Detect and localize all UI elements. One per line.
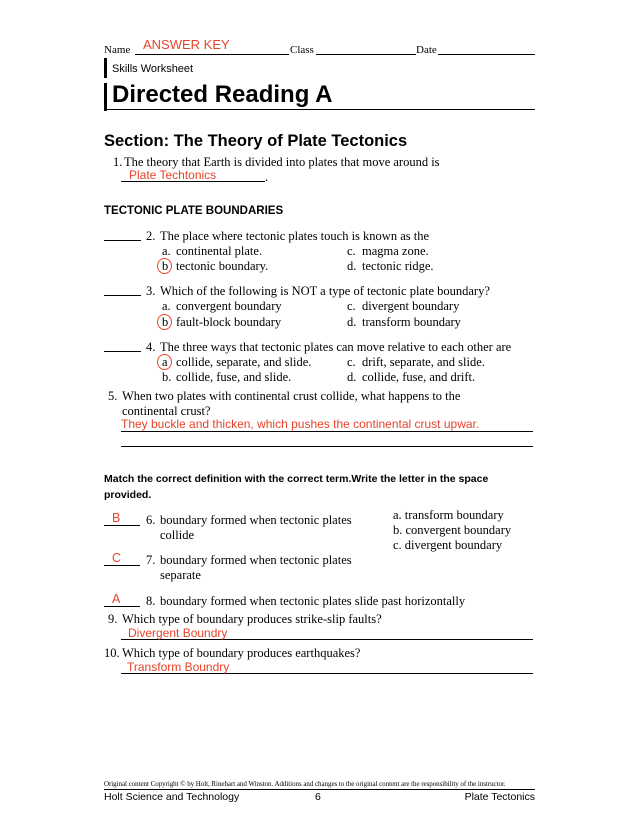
q2-letter-a: a.	[162, 244, 171, 258]
q3-option-c: divergent boundary	[362, 299, 460, 313]
date-label: Date	[416, 44, 437, 56]
q2-option-c: magma zone.	[362, 244, 429, 258]
q3-option-b: fault-block boundary	[176, 315, 282, 329]
q2-letter-d: d.	[347, 259, 357, 273]
q2-number: 2.	[146, 229, 156, 243]
q4-option-b: collide, fuse, and slide.	[176, 370, 292, 384]
match-term-b: b. convergent boundary	[393, 523, 512, 537]
page-title: Directed Reading A	[112, 81, 333, 108]
q8-answer: A	[112, 592, 121, 606]
q8-answer-blank[interactable]	[104, 593, 140, 607]
q6-text-line1: boundary formed when tectonic plates	[160, 513, 352, 527]
footer-page-number: 6	[315, 791, 321, 803]
q9-answer: Divergent Boundry	[128, 626, 228, 640]
q7-text-line1: boundary formed when tectonic plates	[160, 553, 352, 567]
q9-number: 9.	[108, 612, 118, 626]
q6-answer: B	[112, 511, 121, 525]
title-rule	[104, 109, 535, 110]
title-bar	[104, 83, 107, 111]
name-label: Name	[104, 44, 131, 56]
footer-rule	[104, 789, 535, 790]
q7-text-line2: separate	[160, 568, 201, 582]
q4-number: 4.	[146, 340, 156, 354]
q2-answer-circle	[157, 258, 172, 274]
q10-answer: Transform Boundry	[127, 660, 230, 674]
q4-letter-a: a	[162, 355, 168, 369]
worksheet-type: Skills Worksheet	[112, 63, 194, 75]
q10-answer-line[interactable]	[121, 660, 533, 674]
footer-subject: Plate Tectonics	[464, 791, 535, 803]
q5-answer: They buckle and thicken, which pushes the continental crust upwar.	[121, 417, 480, 431]
label-bar	[104, 58, 107, 78]
q3-option-d: transform boundary	[362, 315, 461, 329]
q6-text-line2: collide	[160, 528, 195, 542]
section-title: Section: The Theory of Plate Tectonics	[104, 132, 408, 150]
q5-text-line1: When two plates with continental crust collide, what happens to the	[122, 389, 461, 403]
q3-text: Which of the following is NOT a type of tectonic plate boundary?	[160, 284, 490, 298]
q5-text-line2: continental crust?	[122, 404, 211, 418]
q6-answer-blank[interactable]	[104, 512, 140, 526]
match-instructions-line1: Match the correct definition with the correct term.Write the letter in the space	[104, 473, 489, 485]
match-instructions-line2: provided.	[104, 489, 152, 501]
q3-letter-d: d.	[347, 315, 357, 329]
q2-option-d: tectonic ridge.	[362, 259, 434, 273]
class-field[interactable]	[316, 40, 416, 55]
q7-number: 7.	[146, 553, 156, 567]
q2-option-b: tectonic boundary.	[176, 259, 269, 273]
name-value: ANSWER KEY	[143, 37, 230, 52]
q4-letter-b: b.	[162, 370, 172, 384]
q4-text: The three ways that tectonic plates can move relative to each other are	[160, 340, 512, 354]
q2-answer-blank[interactable]	[104, 229, 141, 241]
subheading: TECTONIC PLATE BOUNDARIES	[104, 205, 284, 217]
q4-answer-circle	[157, 354, 172, 370]
q1-number: 1.	[113, 155, 123, 169]
q3-answer-circle	[157, 314, 172, 330]
q8-number: 8.	[146, 594, 156, 608]
q7-answer: C	[112, 551, 122, 565]
q5-number: 5.	[108, 389, 118, 403]
q4-answer-blank[interactable]	[104, 340, 141, 352]
q8-text: boundary formed when tectonic plates slide past horizontally	[160, 594, 466, 608]
q3-option-a: convergent boundary	[176, 299, 282, 313]
q10-number: 10.	[104, 646, 120, 660]
q4-letter-c: c.	[347, 355, 356, 369]
q4-option-a: collide, separate, and slide.	[176, 355, 312, 369]
date-field[interactable]	[438, 40, 535, 55]
q2-letter-b: b	[162, 259, 169, 273]
q1-answer: Plate Techtonics	[129, 168, 217, 182]
match-term-a: a. transform boundary	[393, 508, 504, 522]
q9-text: Which type of boundary produces strike-slip faults?	[122, 612, 382, 626]
q6-number: 6.	[146, 513, 156, 527]
q3-answer-blank[interactable]	[104, 284, 141, 296]
q3-number: 3.	[146, 284, 156, 298]
q5-answer-line2[interactable]	[121, 433, 533, 447]
q10-text: Which type of boundary produces earthquakes?	[122, 646, 361, 660]
q2-option-a: continental plate.	[176, 244, 263, 258]
q9-answer-line[interactable]	[121, 626, 533, 640]
class-label: Class	[290, 44, 314, 56]
q1-end: .	[265, 170, 269, 184]
q1-answer-field[interactable]	[121, 169, 265, 182]
q4-option-d: collide, fuse, and drift.	[362, 370, 476, 384]
footer-copyright: Original content Copyright © by Holt, Rinehart and Winston. Additions and changes to the original content are the responsibility of the instructor.	[104, 780, 506, 788]
q2-text: The place where tectonic plates touch is known as the	[160, 229, 430, 243]
name-field[interactable]	[135, 37, 289, 55]
footer-publisher: Holt Science and Technology	[104, 791, 240, 803]
q4-letter-d: d.	[347, 370, 357, 384]
match-term-c: c. divergent boundary	[393, 538, 503, 552]
q2-letter-c: c.	[347, 244, 356, 258]
q3-letter-b: b	[162, 315, 169, 329]
q5-answer-line1[interactable]	[121, 418, 533, 432]
q3-letter-a: a.	[162, 299, 171, 313]
q3-letter-c: c.	[347, 299, 356, 313]
q4-option-c: drift, separate, and slide.	[362, 355, 485, 369]
q1-text: The theory that Earth is divided into plates that move around is	[124, 155, 440, 169]
q7-answer-blank[interactable]	[104, 552, 140, 566]
